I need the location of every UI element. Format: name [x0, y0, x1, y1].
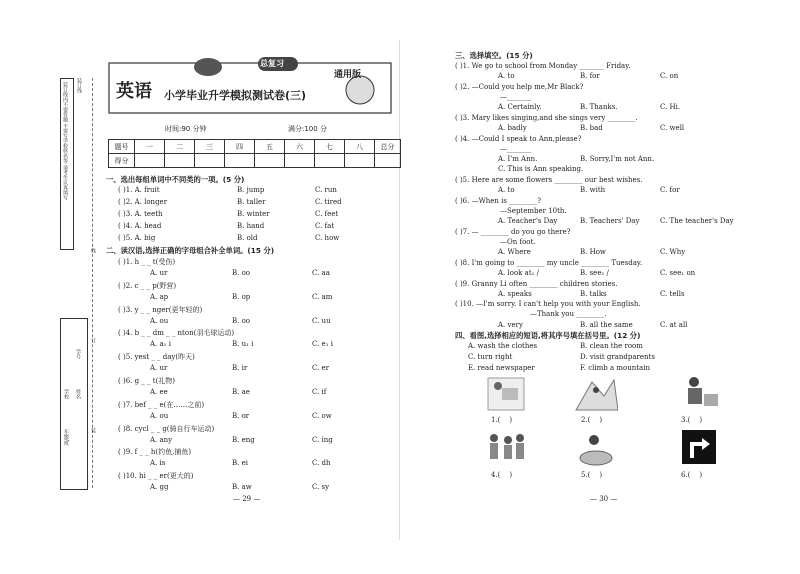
s2-question: ( )1. h _ _ t(受伤) [118, 258, 176, 266]
binding-strip [60, 78, 98, 488]
s3-line: C. see₁ on [660, 269, 696, 277]
score-cell[interactable] [285, 154, 315, 168]
exam-score: 满分:100 分 [288, 125, 327, 133]
turn-right-sign-icon [676, 428, 720, 468]
s3-line: B. with [580, 186, 606, 194]
binding-notice: 装订线内不要答题 不要写学校姓名等 请考生认真填写 [62, 82, 68, 201]
binding-notice-box [60, 78, 74, 250]
score-row-label: 得分 [109, 154, 135, 168]
section4-heading: 四、看图,选择相应的短语,将其序号填在括号里。(12 分) [455, 331, 641, 340]
pic5-answer[interactable]: 5.( ) [581, 471, 603, 479]
score-header: 六 [285, 140, 315, 154]
s4-option-f: F. climb a mountain [580, 364, 650, 372]
cut-line [92, 78, 93, 488]
s3-line: B. bad [580, 124, 603, 132]
s1-q3: ( )3. A. teeth [118, 210, 163, 218]
score-cell[interactable] [225, 154, 255, 168]
s2-question: ( )5. yest _ _ day(昨天) [118, 353, 195, 362]
s3-line: —Thank you ________. [530, 310, 607, 318]
score-header: 总分 [375, 140, 401, 154]
s3-line: A. to [498, 186, 515, 194]
mark-bind: 订 [90, 338, 96, 343]
s4-option-c: C. turn right [468, 353, 513, 361]
pic4-answer[interactable]: 4.( ) [491, 471, 513, 479]
s1-q4-b: B. hand [237, 222, 265, 230]
section1-heading: 一、选出每组单词中不同类的一项。(5 分) [106, 175, 245, 184]
s3-line: B. Thanks. [580, 103, 618, 111]
score-table [108, 139, 401, 168]
score-cell[interactable] [135, 154, 165, 168]
s3-line: A. I'm Ann. [498, 155, 538, 163]
s2-option-c: C. e₁ i [312, 340, 333, 349]
s1-q5: ( )5. A. big [118, 234, 156, 242]
cleaning-picture [676, 372, 720, 412]
reading-newspaper-picture [484, 372, 528, 412]
mark-line: 线 [90, 248, 96, 253]
s3-line: —_______ [500, 145, 532, 153]
title-banner [108, 55, 392, 115]
review-badge: 总复习 [260, 59, 284, 68]
s3-line: A. badly [498, 124, 527, 132]
score-cell[interactable] [195, 154, 225, 168]
s3-line: B. Sorry,I'm not Ann. [580, 155, 655, 163]
s2-option-a: A. ur [150, 364, 168, 373]
washing-clothes-picture [574, 428, 618, 468]
binding-label: 装订线 [76, 78, 82, 93]
score-header: 题号 [109, 140, 135, 154]
s3-line: A. Certainly. [498, 103, 542, 111]
s2-option-a: A. gg [150, 483, 169, 492]
s3-line: ( )7. — ________ do you go there? [455, 228, 571, 236]
score-header: 五 [255, 140, 285, 154]
s2-option-a: A. ou [150, 411, 169, 420]
field-class: 年级/班 [63, 429, 69, 446]
s3-line: C. for [660, 186, 680, 194]
s1-q3-c: C. feet [315, 210, 339, 218]
s3-line: C. Hi. [660, 103, 681, 111]
s4-option-d: D. visit grandparents [580, 353, 655, 361]
s2-option-c: C. dh [312, 459, 331, 468]
section3-heading: 三、选择填空。(15 分) [455, 51, 533, 60]
page-number-left: — 29 — [233, 495, 261, 503]
s2-option-b: B. ae [232, 388, 250, 396]
s3-line: C. The teacher's Day [660, 217, 734, 225]
s1-q4-c: C. fat [315, 222, 335, 230]
s4-option-a: A. wash the clothes [468, 342, 538, 350]
pic1-answer[interactable]: 1.( ) [491, 416, 513, 424]
score-header: 七 [315, 140, 345, 154]
s3-line: B. for [580, 72, 600, 80]
score-cell[interactable] [345, 154, 375, 168]
s2-question: ( )3. y _ _ nger(更年轻的) [118, 305, 203, 314]
page-number-right: — 30 — [590, 495, 618, 503]
exam-title: 小学毕业升学模拟测试卷(三) [164, 89, 307, 102]
s2-question: ( )6. g _ _ t(礼物) [118, 377, 176, 385]
s2-question: ( )2. c _ _ p(野营) [118, 281, 177, 290]
s2-option-b: B. u₁ i [232, 340, 254, 349]
s2-option-c: C. sy [312, 483, 330, 492]
s2-option-c: C. ow [312, 411, 332, 420]
s3-line: B. Teachers' Day [580, 217, 640, 225]
bunny-icon [346, 76, 374, 104]
s2-option-c: C. aa [312, 269, 330, 277]
s3-line: ( )6. —When is ________? [455, 197, 541, 205]
s4-option-e: E. read newspaper [468, 364, 535, 372]
s2-option-a: A. ap [150, 292, 169, 301]
mark-pack: 装 [90, 428, 96, 433]
score-header: 三 [195, 140, 225, 154]
s3-line: A. look at₁ / [498, 269, 540, 277]
s3-line: B. How [580, 248, 606, 256]
pic3-answer[interactable]: 3.( ) [681, 416, 703, 424]
s3-line: B. talks [580, 290, 607, 298]
score-cell[interactable] [165, 154, 195, 168]
s2-question: ( )10. hi _ _ er(更大的) [118, 472, 194, 481]
s2-option-a: A. any [150, 435, 173, 444]
s2-option-b: B. ir [232, 364, 248, 373]
s1-q1: ( )1. A. fruit [118, 186, 160, 194]
s3-line: A. Where [498, 248, 531, 256]
s1-q2-b: B. taller [237, 198, 266, 206]
s1-q5-c: C. how [315, 234, 340, 242]
exam-time: 时间:90 分钟 [165, 125, 207, 133]
climbing-picture [574, 372, 618, 412]
s1-q1-c: C. run [315, 186, 337, 194]
s3-line: C. well [660, 124, 685, 132]
s2-option-c: C. if [312, 388, 327, 396]
s2-option-a: A. ee [150, 388, 168, 396]
s2-option-b: B. oo [232, 269, 251, 277]
score-header: 四 [225, 140, 255, 154]
score-header: 一 [135, 140, 165, 154]
score-header: 二 [165, 140, 195, 154]
s1-q3-b: B. winter [237, 210, 270, 218]
s2-option-b: B. ei [232, 459, 248, 468]
s3-line: C. on [660, 72, 679, 80]
score-header: 八 [345, 140, 375, 154]
s2-option-a: A. is [150, 459, 166, 468]
s1-q1-b: B. jump [237, 186, 265, 194]
subject-title: 英语 [116, 81, 152, 102]
s2-option-c: C. er [312, 364, 330, 373]
bee-icon [194, 58, 222, 76]
s3-line: A. to [498, 72, 515, 80]
s2-question: ( )4. b _ _ dm _ _ nton(羽毛球运动) [118, 329, 235, 338]
s2-question: ( )8. cycl _ _ g(骑自行车运动) [118, 424, 215, 433]
pic2-answer[interactable]: 2.( ) [581, 416, 603, 424]
s3-line: C. tells [660, 290, 685, 298]
section2-heading: 二、读汉语,选择正确的字母组合补全单词。(15 分) [106, 246, 275, 255]
s3-line: ( )4. —Could I speak to Ann,please? [455, 135, 582, 143]
s2-option-b: B. or [232, 411, 250, 420]
field-school: 学校 [63, 389, 69, 399]
s3-line: ( )3. Mary likes singing,and she sings very ________. [455, 114, 638, 122]
s3-line: A. Teacher's Day [498, 217, 558, 225]
s3-line: —_______ [500, 93, 532, 101]
s3-line: B. see₁ / [580, 269, 609, 277]
s1-q2-c: C. tired [315, 198, 342, 206]
pic6-answer[interactable]: 6.( ) [681, 471, 703, 479]
s2-option-b: B. oo [232, 316, 251, 325]
s2-option-c: C. ing [312, 435, 333, 444]
s3-line: A. speaks [498, 290, 532, 298]
s3-line: ( )8. I'm going to ________ my uncle ________ Tuesday. [455, 259, 643, 267]
family-visit-picture [484, 428, 528, 468]
s2-option-c: C. am [312, 292, 333, 301]
s4-option-b: B. clean the room [580, 342, 643, 350]
s1-q5-b: B. old [237, 234, 258, 242]
s1-q4: ( )4. A. head [118, 222, 162, 230]
s2-option-b: B. op [232, 292, 251, 301]
s3-line: B. all the same [580, 321, 633, 329]
score-cell[interactable] [315, 154, 345, 168]
s3-line: ( )2. —Could you help me,Mr Black? [455, 83, 584, 91]
field-name: 姓名 [75, 389, 81, 399]
s2-option-a: A. a₁ i [150, 340, 171, 349]
s2-question: ( )9. f _ _ h(钓鱼,捕鱼) [118, 448, 192, 457]
s2-option-a: A. ur [150, 269, 168, 277]
score-cell[interactable] [255, 154, 285, 168]
s3-line: —On foot. [500, 238, 536, 246]
score-cell[interactable] [375, 154, 401, 168]
s3-line: ( )1. We go to school from Monday _______ Friday. [455, 62, 631, 70]
s3-line: —September 10th. [500, 207, 567, 215]
s3-line: ( )5. Here are some flowers ________ our best wishes. [455, 176, 643, 184]
s2-option-b: B. aw [232, 483, 252, 492]
s2-question: ( )7. bef _ _ e(在……之前) [118, 400, 205, 409]
s2-option-c: C. uu [312, 316, 331, 325]
s2-option-a: A. ou [150, 316, 169, 325]
s2-option-b: B. eng [232, 435, 255, 444]
s3-line: ( )10. —I'm sorry. I can't help you with your English. [455, 300, 641, 308]
s3-line: ( )9. Granny Li often ________ children stories. [455, 280, 618, 288]
edition-label: 通用版 [334, 70, 362, 80]
student-info-box [60, 318, 88, 490]
field-number: 学号 [75, 349, 81, 359]
s1-q2: ( )2. A. longer [118, 198, 168, 206]
s3-line: C. This is Ann speaking. [498, 165, 584, 173]
s3-line: C. at all [660, 321, 688, 329]
s3-line: A. very [498, 321, 523, 329]
s3-line: C. Why [660, 248, 686, 256]
